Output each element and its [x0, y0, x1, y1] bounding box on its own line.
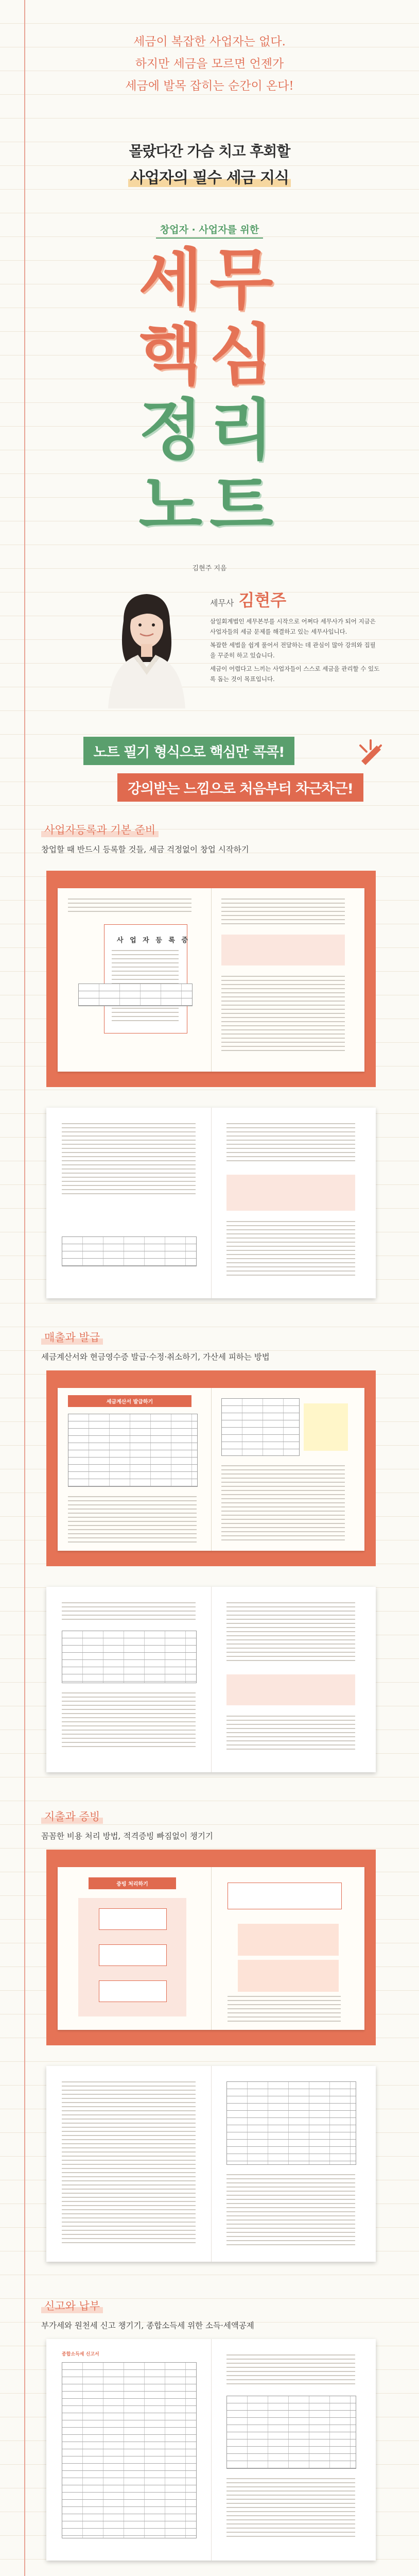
section-banner: 증빙 처리하기	[89, 1877, 176, 1889]
flow-step	[99, 1944, 167, 1966]
text-block	[221, 899, 345, 924]
text-block	[226, 1221, 355, 1278]
author-bio	[210, 616, 380, 684]
headline-line-1: 몰랐다간 가슴 치고 후회할	[129, 143, 290, 160]
hero-intro	[0, 31, 419, 97]
sticky-note	[238, 1960, 339, 1992]
receipt-table	[226, 2081, 356, 2165]
book-title	[0, 242, 419, 543]
bio-paragraph: 세금이 어렵다고 느끼는 사업자들이 스스로 세금을 관리할 수 있도록 돕는 것이 목표입니다.	[210, 665, 380, 683]
book-spread-expenses	[46, 1850, 376, 2045]
section-label: 사업자등록과 기본 준비	[41, 822, 159, 837]
bio-paragraph: 삼일회계법인 세무본부를 시작으로 어쩌다 세무사가 되어 지금은 사업자들의 세금 문제를 해결하고 있는 세무사입니다.	[210, 618, 376, 635]
text-block	[62, 2081, 196, 2246]
tax-report-form	[62, 2362, 197, 2538]
section-description: 꼼꼼한 비용 처리 방법, 적격증빙 빠짐없이 챙기기	[41, 1832, 213, 1841]
note-box	[221, 935, 345, 965]
book-title-line: 세무	[138, 241, 281, 318]
sparkle-icon	[355, 738, 386, 769]
invoice-form	[68, 1414, 198, 1487]
book-tag	[0, 221, 419, 239]
text-block	[68, 899, 191, 913]
book-title-line: 정리	[138, 392, 281, 469]
book-tag-label: 창업자 · 사업자를 위한	[156, 221, 263, 239]
tax-report-form	[226, 2396, 356, 2469]
author-photo	[93, 585, 201, 708]
highlight-banner-lecture: 강의받는 느낌으로 처음부터 차근차근!	[117, 773, 363, 802]
section-description: 창업할 때 반드시 등록할 것들, 세금 걱정없이 창업 시작하기	[41, 845, 249, 854]
author-profile	[210, 587, 380, 687]
note-box	[226, 1674, 355, 1705]
highlight-banner-notes: 노트 필기 형식으로 핵심만 콕콕!	[83, 737, 295, 765]
section-description: 부가세와 원천세 신고 챙기기, 종합소득세 위한 소득·세액공제	[41, 2321, 254, 2330]
spread-pages	[58, 888, 364, 1072]
note-box	[226, 1175, 355, 1211]
sticky-note	[238, 1924, 339, 1956]
text-block	[226, 2354, 355, 2385]
registration-doc-title: 사 업 자 등 록 증	[117, 937, 190, 944]
section-description: 세금계산서와 현금영수증 발급·수정·취소하기, 가산세 피하는 방법	[41, 1352, 270, 1362]
text-block	[226, 1716, 355, 1752]
book-spread-sales-2	[46, 1587, 376, 1772]
book-title-line: 노트	[138, 467, 281, 544]
text-block	[221, 1465, 345, 1543]
report-doc-title: 종합소득세 신고서	[62, 2352, 99, 2357]
text-block	[62, 1123, 196, 1195]
book-spread-registration	[46, 871, 376, 1087]
intro-line: 세금에 발목 잡히는 순간이 온다!	[125, 79, 294, 93]
callout-box	[228, 1883, 342, 1909]
author-role-line	[210, 587, 380, 611]
book-title-line: 핵심	[138, 316, 281, 394]
section-label: 신고와 납부	[41, 2298, 103, 2313]
form-grid	[78, 984, 193, 1006]
book-spread-sales	[46, 1370, 376, 1566]
section-label: 매출과 발급	[41, 1329, 103, 1345]
section-expenses	[41, 1808, 391, 1841]
text-block	[68, 1496, 197, 1543]
flow-step	[99, 1980, 167, 2002]
section-sales	[41, 1329, 391, 1362]
author-role: 세무사	[210, 598, 234, 608]
text-block	[226, 2478, 355, 2540]
author-name: 김현주	[238, 590, 287, 610]
table-block	[62, 1236, 197, 1266]
text-block	[226, 2174, 355, 2246]
intro-line: 하지만 세금을 모르면 언젠가	[135, 57, 284, 71]
sticky-note	[304, 1403, 348, 1451]
section-filing	[41, 2298, 391, 2331]
section-label: 지출과 증빙	[41, 1808, 103, 1824]
headline-highlight: 사업자의 필수 세금 지식	[128, 169, 291, 187]
spread-pages	[58, 1388, 364, 1551]
intro-line: 세금이 복잡한 사업자는 없다.	[133, 35, 286, 48]
section-registration	[41, 822, 391, 855]
text-block	[221, 976, 345, 1053]
bio-paragraph: 복잡한 세법을 쉽게 풀어서 전달하는 데 관심이 많아 강의와 집필을 꾸준히 하고 있습니다.	[210, 641, 376, 659]
headline-line-2	[0, 165, 419, 188]
spread-pages	[58, 1867, 364, 2030]
book-spread-expenses-2	[46, 2066, 376, 2262]
text-block	[228, 1996, 341, 2022]
section-banner: 세금계산서 발급하기	[68, 1395, 191, 1407]
flow-step	[99, 1908, 167, 1930]
text-block	[226, 1123, 355, 1164]
book-spread-filing	[46, 2339, 376, 2561]
book-spread-registration-2	[46, 1108, 376, 1298]
text-block	[226, 1602, 355, 1664]
screen-capture	[62, 1631, 197, 1683]
text-block	[62, 1602, 196, 1623]
hero-headline	[0, 140, 419, 188]
author-credit: 김현주 지음	[192, 565, 227, 572]
invoice-form	[221, 1398, 300, 1456]
text-block	[62, 1692, 196, 1749]
